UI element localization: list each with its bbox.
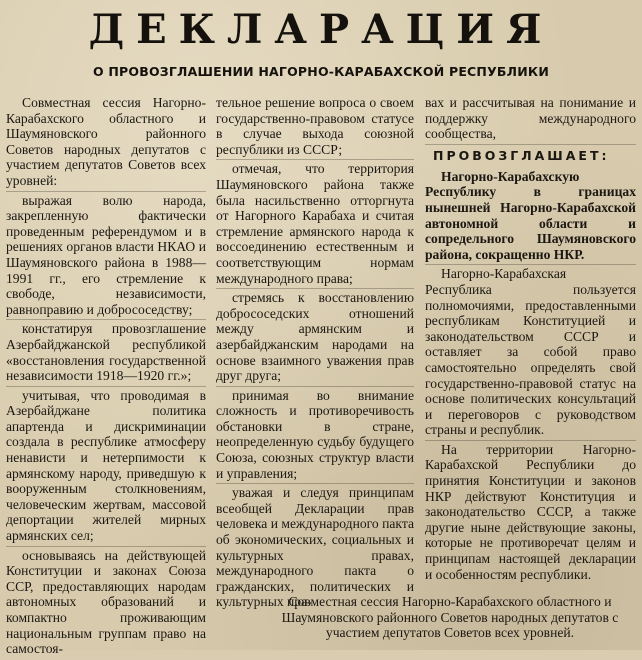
- page-title: ДЕКЛАРАЦИЯ: [88, 6, 554, 53]
- paragraph: констатируя провозглашение Азербайджанской республикой «восстановления государственной независимости 1918—1920 гг.»;: [6, 321, 206, 386]
- paragraph: уважая и следуя принципам всеобщей Декларации прав человека и международного пакта об экономических, социальных и культурных правах, международного пакта о гражданских, политических и культурных пра-: [216, 485, 414, 610]
- paragraph: На территории Нагорно-Карабахской Республики до принятия Конституции и законов НКР действуют Конституция и законодательство СССР, а также другие ныне действующие законы, которые не противоречат целям и принципам настоящей декларации и особенностям республики.: [425, 441, 636, 582]
- signature-footer: Совместная сессия Нагорно-Карабахского областного и Шаумяновского районного Советов народных депутатов с участием депутатов Советов всех уровней.: [281, 594, 619, 641]
- paragraph: принимая во внимание сложность и противоречивость обстановки в стране, неопределенную судьбу будущего Союза, союзных структур власти и управления;: [216, 388, 414, 485]
- text-column-2: [216, 95, 414, 613]
- proclamation-paragraph: Нагорно-Карабахскую Республику в границах нынешней Нагорно-Карабахской автономной области и сопредельного Шаумяновского района, сокращенно НКР.: [425, 169, 636, 266]
- text-column-3: [425, 95, 636, 585]
- paragraph: учитывая, что проводимая в Азербайджане политика апартенда и дискриминации создала в республике атмосферу ненависти и нетерпимости к армянскому народу, приведшую к вооруженным столкновениям, человеческим жертвам, массовой депортации жителей мирных армянских сел;: [6, 388, 206, 547]
- paragraph: отмечая, что территория Шаумяновского района также была насильственно отторгнута от Нагорного Карабаха и считая стремление армянского народа к воссоединению естественным и соответствующим нормам международного права;: [216, 161, 414, 289]
- paragraph: Совместная сессия Нагорно-Карабахского областного и Шаумяновского районного Советов народных депутатов с участием депутатов Советов всех уровней:: [6, 95, 206, 192]
- paragraph: Нагорно-Карабахская Республика пользуется полномочиями, предоставленными республикам Конституцией и законодательством СССР и оставляет за собой право самостоятельно определять свой государственно-правовой статус на основе политических консультаций и переговоров с руководством страны и республик.: [425, 266, 636, 441]
- paragraph: тельное решение вопроса о своем государственно-правовом статусе в случае выхода союзной республики из СССР;: [216, 95, 414, 160]
- paragraph: вах и рассчитывая на понимание и поддержку международного сообщества,: [425, 95, 636, 145]
- paragraph: стремясь к восстановлению добрососедских отношений между армянским и азербайджанским народами на основе взаимного уважения прав друг друга;: [216, 290, 414, 387]
- page-subtitle: О ПРОВОЗГЛАШЕНИИ НАГОРНО-КАРАБАХСКОЙ РЕСПУБЛИКИ: [93, 64, 549, 79]
- text-column-1: [6, 95, 206, 660]
- paragraph: основываясь на действующей Конституции и законах Союза ССР, предоставляющих народам автономных образований и компактно проживающим национальным группам право на самостоя-: [6, 547, 206, 657]
- paragraph: выражая волю народа, закрепленную фактически проведенным референдумом и в решениях органов власти НКАО и Шаумяновского района в 1988—1991 гг., его стремление к свободе, независимости, равноправию и добрососедству;: [6, 193, 206, 321]
- proclaims-heading: ПРОВОЗГЛАШАЕТ:: [433, 147, 610, 163]
